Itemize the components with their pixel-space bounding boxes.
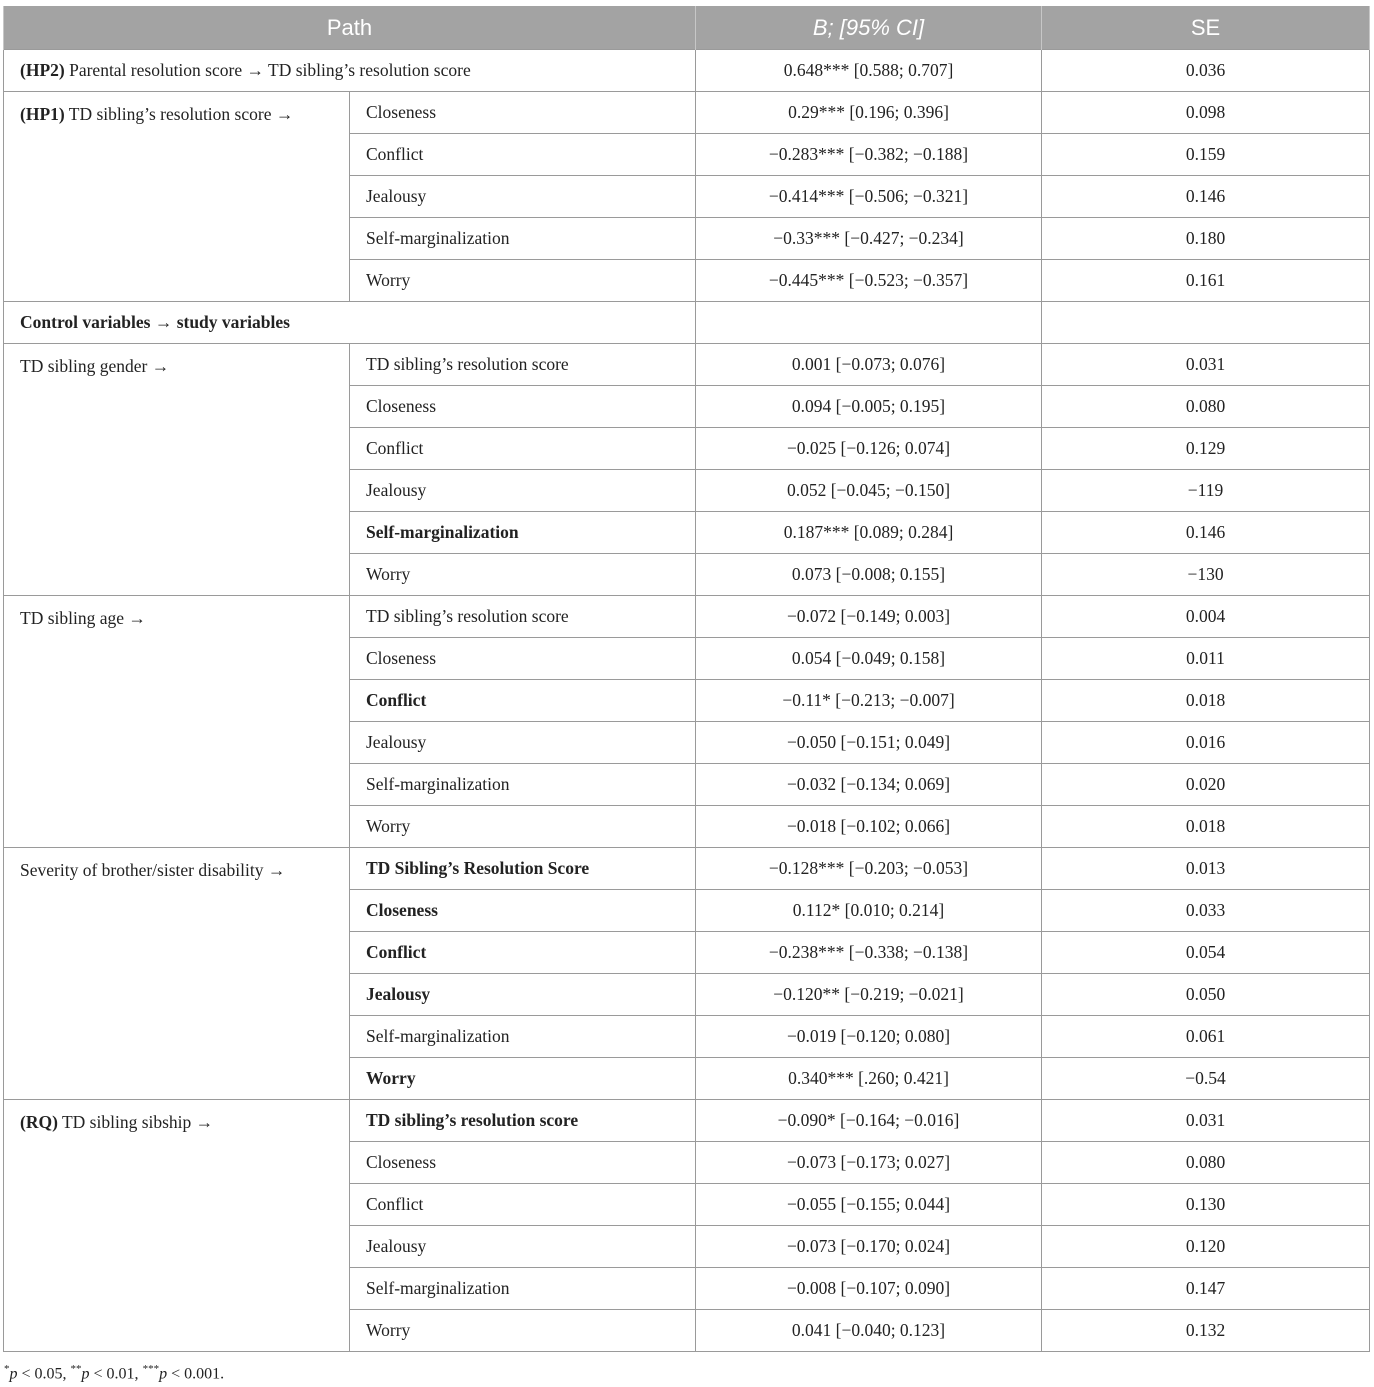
group-tag: (RQ) (20, 1112, 58, 1132)
header-b-ci: B; [95% CI] (696, 6, 1042, 50)
outcome-cell: Jealousy (350, 722, 696, 764)
outcome-cell: Self-marginalization (350, 512, 696, 554)
estimate-cell: 0.187*** [0.089; 0.284] (696, 512, 1042, 554)
estimate-cell: −0.072 [−0.149; 0.003] (696, 596, 1042, 638)
estimate-cell: −0.11* [−0.213; −0.007] (696, 680, 1042, 722)
table-row (4, 1100, 1370, 1142)
estimate-cell: −0.018 [−0.102; 0.066] (696, 806, 1042, 848)
group-label (4, 596, 350, 848)
se-cell: −0.54 (1042, 1058, 1370, 1100)
outcome-cell: Conflict (350, 1184, 696, 1226)
se-cell: 0.054 (1042, 932, 1370, 974)
group-label (4, 92, 350, 302)
outcome-cell: TD sibling’s resolution score (350, 1100, 696, 1142)
group-label-text: TD sibling age → (20, 608, 146, 628)
se-cell: 0.018 (1042, 680, 1370, 722)
outcome-cell: Jealousy (350, 176, 696, 218)
se-cell: 0.080 (1042, 1142, 1370, 1184)
estimate-cell: 0.054 [−0.049; 0.158] (696, 638, 1042, 680)
se-cell: 0.146 (1042, 176, 1370, 218)
se-cell: 0.061 (1042, 1016, 1370, 1058)
se-cell: 0.018 (1042, 806, 1370, 848)
outcome-cell: Worry (350, 806, 696, 848)
estimate-cell: −0.073 [−0.173; 0.027] (696, 1142, 1042, 1184)
outcome-cell: Jealousy (350, 1226, 696, 1268)
se-cell: 0.020 (1042, 764, 1370, 806)
se-cell: −119 (1042, 470, 1370, 512)
group-label-text: TD sibling gender → (20, 356, 170, 376)
se-cell: −130 (1042, 554, 1370, 596)
hp2-value: 0.648*** [0.588; 0.707] (696, 50, 1042, 92)
outcome-cell: Jealousy (350, 470, 696, 512)
se-cell: 0.031 (1042, 1100, 1370, 1142)
outcome-cell: Conflict (350, 932, 696, 974)
outcome-cell: Closeness (350, 92, 696, 134)
outcome-cell: Closeness (350, 1142, 696, 1184)
estimate-cell: 0.112* [0.010; 0.214] (696, 890, 1042, 932)
estimate-cell: −0.128*** [−0.203; −0.053] (696, 848, 1042, 890)
table-row-hp2 (4, 50, 1370, 92)
table-row (4, 344, 1370, 386)
header-se: SE (1042, 6, 1370, 50)
control-empty-se (1042, 302, 1370, 344)
estimate-cell: 0.073 [−0.008; 0.155] (696, 554, 1042, 596)
outcome-cell: Conflict (350, 428, 696, 470)
group-label (4, 344, 350, 596)
se-cell: 0.004 (1042, 596, 1370, 638)
estimate-cell: 0.052 [−0.045; −0.150] (696, 470, 1042, 512)
se-cell: 0.016 (1042, 722, 1370, 764)
group-label-text: TD sibling’s resolution score → (64, 104, 294, 124)
estimate-cell: −0.238*** [−0.338; −0.138] (696, 932, 1042, 974)
group-label-text: TD sibling sibship → (57, 1112, 214, 1132)
estimate-cell: −0.445*** [−0.523; −0.357] (696, 260, 1042, 302)
estimate-cell: −0.120** [−0.219; −0.021] (696, 974, 1042, 1016)
se-cell: 0.129 (1042, 428, 1370, 470)
se-cell: 0.132 (1042, 1310, 1370, 1352)
estimate-cell: −0.055 [−0.155; 0.044] (696, 1184, 1042, 1226)
se-cell: 0.120 (1042, 1226, 1370, 1268)
estimate-cell: −0.33*** [−0.427; −0.234] (696, 218, 1042, 260)
outcome-cell: Conflict (350, 134, 696, 176)
se-cell: 0.161 (1042, 260, 1370, 302)
se-cell: 0.011 (1042, 638, 1370, 680)
estimate-cell: 0.041 [−0.040; 0.123] (696, 1310, 1042, 1352)
se-cell: 0.080 (1042, 386, 1370, 428)
se-cell: 0.050 (1042, 974, 1370, 1016)
estimate-cell: −0.283*** [−0.382; −0.188] (696, 134, 1042, 176)
control-empty-b (696, 302, 1042, 344)
outcome-cell: Self-marginalization (350, 1016, 696, 1058)
table-row (4, 596, 1370, 638)
se-cell: 0.033 (1042, 890, 1370, 932)
se-cell: 0.098 (1042, 92, 1370, 134)
header-path: Path (4, 6, 696, 50)
group-label-text: Severity of brother/sister disability → (20, 860, 286, 880)
estimate-cell: −0.090* [−0.164; −0.016] (696, 1100, 1042, 1142)
outcome-cell: TD sibling’s resolution score (350, 344, 696, 386)
outcome-cell: Worry (350, 554, 696, 596)
table-body (4, 50, 1370, 1352)
outcome-cell: Worry (350, 1058, 696, 1100)
hp2-se: 0.036 (1042, 50, 1370, 92)
table-row (4, 848, 1370, 890)
estimate-cell: −0.414*** [−0.506; −0.321] (696, 176, 1042, 218)
estimate-cell: −0.008 [−0.107; 0.090] (696, 1268, 1042, 1310)
outcome-cell: Closeness (350, 638, 696, 680)
outcome-cell: TD Sibling’s Resolution Score (350, 848, 696, 890)
estimate-cell: 0.001 [−0.073; 0.076] (696, 344, 1042, 386)
outcome-cell: Worry (350, 1310, 696, 1352)
hp2-text: Parental resolution score → TD sibling’s resolution score (64, 60, 471, 80)
estimate-cell: −0.073 [−0.170; 0.024] (696, 1226, 1042, 1268)
estimate-cell: 0.094 [−0.005; 0.195] (696, 386, 1042, 428)
se-cell: 0.147 (1042, 1268, 1370, 1310)
outcome-cell: Jealousy (350, 974, 696, 1016)
hp2-path (4, 50, 696, 92)
estimate-cell: 0.340*** [.260; 0.421] (696, 1058, 1042, 1100)
outcome-cell: Conflict (350, 680, 696, 722)
outcome-cell: Self-marginalization (350, 764, 696, 806)
group-label (4, 848, 350, 1100)
outcome-cell: TD sibling’s resolution score (350, 596, 696, 638)
outcome-cell: Closeness (350, 386, 696, 428)
se-cell: 0.180 (1042, 218, 1370, 260)
outcome-cell: Worry (350, 260, 696, 302)
outcome-cell: Self-marginalization (350, 218, 696, 260)
table-row (4, 92, 1370, 134)
control-header: Control variables → study variables (4, 302, 696, 344)
outcome-cell: Self-marginalization (350, 1268, 696, 1310)
estimate-cell: −0.050 [−0.151; 0.049] (696, 722, 1042, 764)
se-cell: 0.130 (1042, 1184, 1370, 1226)
estimate-cell: 0.29*** [0.196; 0.396] (696, 92, 1042, 134)
se-cell: 0.031 (1042, 344, 1370, 386)
table-row-control-header (4, 302, 1370, 344)
group-label (4, 1100, 350, 1352)
estimate-cell: −0.032 [−0.134; 0.069] (696, 764, 1042, 806)
se-cell: 0.146 (1042, 512, 1370, 554)
outcome-cell: Closeness (350, 890, 696, 932)
hp2-tag: (HP2) (20, 60, 65, 80)
footnote: *p < 0.05, **p < 0.01, ***p < 0.001. (4, 1363, 225, 1383)
group-tag: (HP1) (20, 104, 65, 124)
estimate-cell: −0.025 [−0.126; 0.074] (696, 428, 1042, 470)
se-cell: 0.159 (1042, 134, 1370, 176)
se-cell: 0.013 (1042, 848, 1370, 890)
table-header-row (4, 6, 1370, 50)
estimate-cell: −0.019 [−0.120; 0.080] (696, 1016, 1042, 1058)
results-table (3, 6, 1370, 1352)
